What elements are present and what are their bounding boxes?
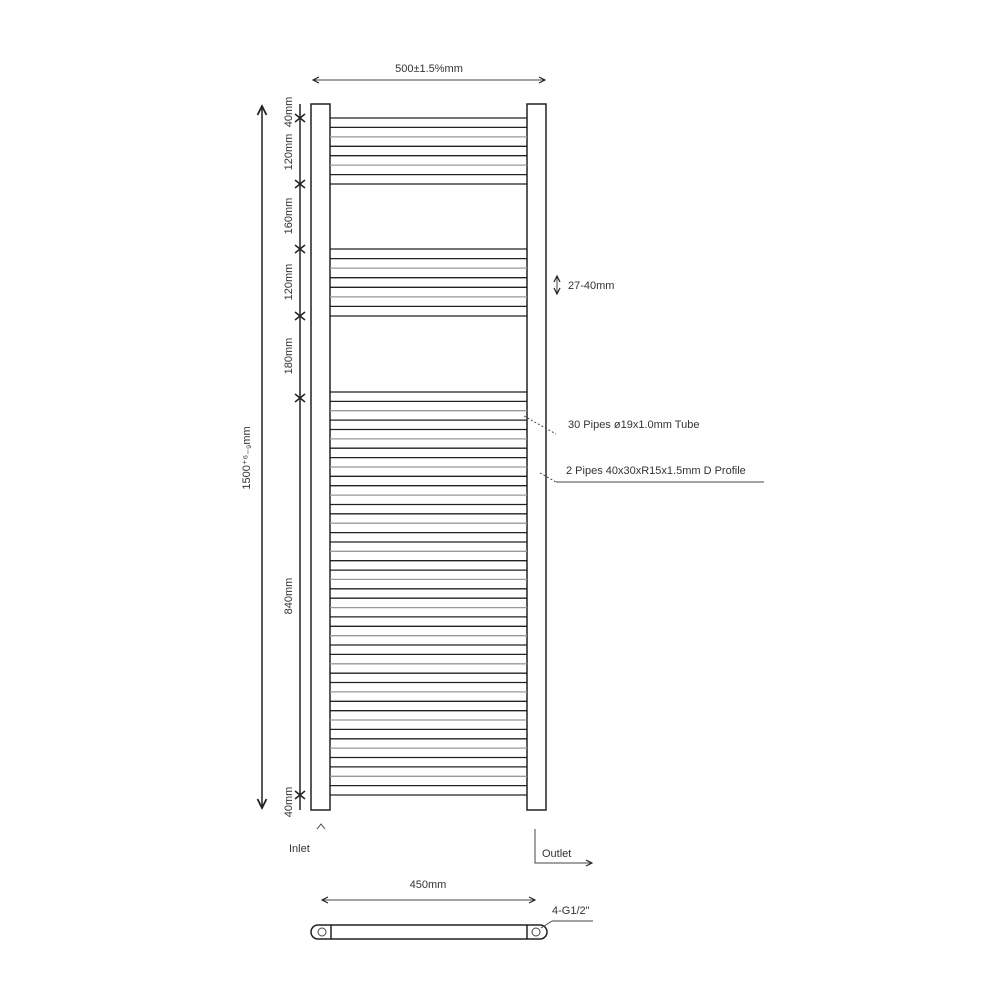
inlet-label: Inlet: [289, 843, 310, 855]
group3-label: 840mm: [283, 577, 295, 615]
inlet-arrow-icon: [317, 824, 325, 829]
left-upright: [311, 104, 330, 810]
gap1-label: 160mm: [283, 197, 295, 235]
width-label: 500±1.5%mm: [395, 63, 463, 75]
height-label: 1500⁺⁶₋₉mm: [241, 426, 253, 490]
right-upright: [527, 104, 546, 810]
bottom-offset-label: 40mm: [283, 786, 295, 818]
tube-callout: 30 Pipes ø19x1.0mm Tube: [568, 419, 700, 431]
group2-label: 120mm: [283, 263, 295, 301]
pitch-label: 27-40mm: [568, 280, 615, 292]
connection-leader: [541, 921, 552, 928]
centers-label: 450mm: [409, 879, 447, 891]
bottom-view: [311, 925, 547, 939]
outlet-label: Outlet: [542, 848, 572, 860]
top-offset-label: 40mm: [283, 96, 295, 128]
connection-label: 4-G1/2": [552, 905, 590, 917]
profile-callout: 2 Pipes 40x30xR15x1.5mm D Profile: [566, 465, 746, 477]
gap2-label: 180mm: [283, 337, 295, 375]
tube-leader: [524, 416, 556, 434]
profile-leader: [540, 473, 556, 482]
group1-label: 120mm: [283, 133, 295, 171]
rails: [330, 118, 527, 795]
